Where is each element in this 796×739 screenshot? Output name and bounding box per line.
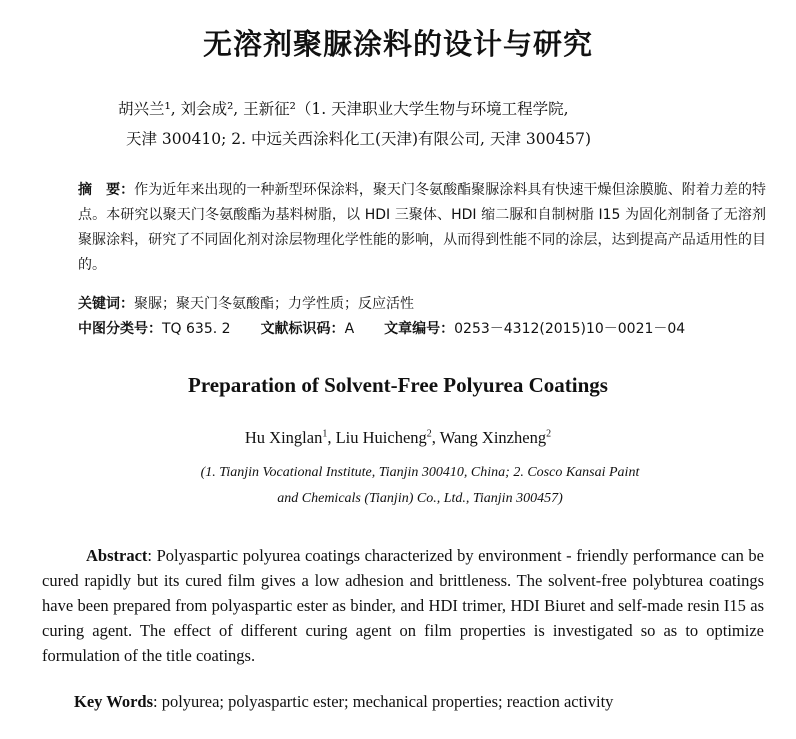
author-2: Liu Huicheng	[335, 428, 427, 447]
english-title: Preparation of Solvent-Free Polyurea Coatings	[188, 373, 608, 397]
class-number-value: TQ 635. 2	[162, 321, 231, 337]
english-affiliation-line-1: (1. Tianjin Vocational Institute, Tianjin 300410, China; 2. Cosco Kansai Paint	[200, 465, 640, 480]
english-affiliations	[140, 460, 700, 512]
document-code-label: 文献标识码：	[260, 321, 345, 337]
article-number-label: 文章编号：	[384, 321, 455, 337]
chinese-keywords-label: 关键词：	[78, 296, 134, 312]
article-number-value: 0253－4312(2015)10－0021－04	[454, 321, 686, 337]
chinese-authors-line-2: 天津 300410; 2. 中远关西涂料化工(天津)有限公司, 天津 300457)	[126, 130, 592, 148]
english-abstract-text: : Polyaspartic polyurea coatings characterized by environment - friendly performance can be cured rapidly but its cured film gives a low adhesion and brittleness. The solvent-free polybturea coatings have been prepared from polyaspartic ester as binder, and HDI trimer, HDI Biuret and self-made resin I15 as curing agent. The effect of different curing agent on film properties is investigated so as to optimize formulation of the title coatings.	[42, 546, 764, 665]
english-authors: Hu Xinglan$^1$, Liu Huicheng$^2$, Wang Xinzheng$^2$	[244, 428, 552, 447]
english-keywords-text: : polyurea; polyaspartic ester; mechanical properties; reaction activity	[153, 692, 614, 711]
chinese-keywords-text: 聚脲；聚天门冬氨酸酯；力学性质；反应活性	[134, 296, 414, 312]
class-number-label: 中图分类号：	[78, 321, 162, 337]
chinese-title: 无溶剂聚脲涂料的设计与研究	[202, 27, 593, 61]
document-code-value: A	[344, 321, 355, 337]
english-abstract-label: Abstract	[86, 546, 148, 565]
chinese-authors-line-1: 胡兴兰¹, 刘会成², 王新征²（1. 天津职业大学生物与环境工程学院,	[118, 100, 569, 118]
author-3-affiliation: 2	[546, 428, 552, 440]
english-affiliation-line-2: and Chemicals (Tianjin) Co., Ltd., Tianjin 300457)	[277, 491, 563, 506]
english-keywords-label: Key Words	[74, 692, 153, 711]
chinese-abstract-text: 作为近年来出现的一种新型环保涂料，聚天门冬氨酸酯聚脲涂料具有快速干燥但涂膜脆、附着力差的特点。本研究以聚天门冬氨酸酯为基料树脂，以 HDI 三聚体、HDI 缩二脲和自制树脂 I15 为固化剂制备了无溶剂聚脲涂料，研究了不同固化剂对涂层物理化学性能的影响，从而得到性能不同的涂层，达到提高产品适用性的目的。	[78, 182, 767, 273]
chinese-abstract-label: 摘 要：	[78, 182, 135, 198]
chinese-abstract	[78, 178, 766, 278]
author-3: Wang Xinzheng	[439, 428, 547, 447]
author-1-affiliation: 1	[322, 428, 328, 440]
classification-line	[78, 317, 685, 342]
author-2-affiliation: 2	[426, 428, 432, 440]
english-abstract	[42, 543, 764, 668]
chinese-keywords	[78, 292, 414, 317]
english-keywords	[74, 689, 613, 714]
author-1: Hu Xinglan	[244, 428, 323, 447]
chinese-authors-affiliations	[118, 94, 738, 154]
